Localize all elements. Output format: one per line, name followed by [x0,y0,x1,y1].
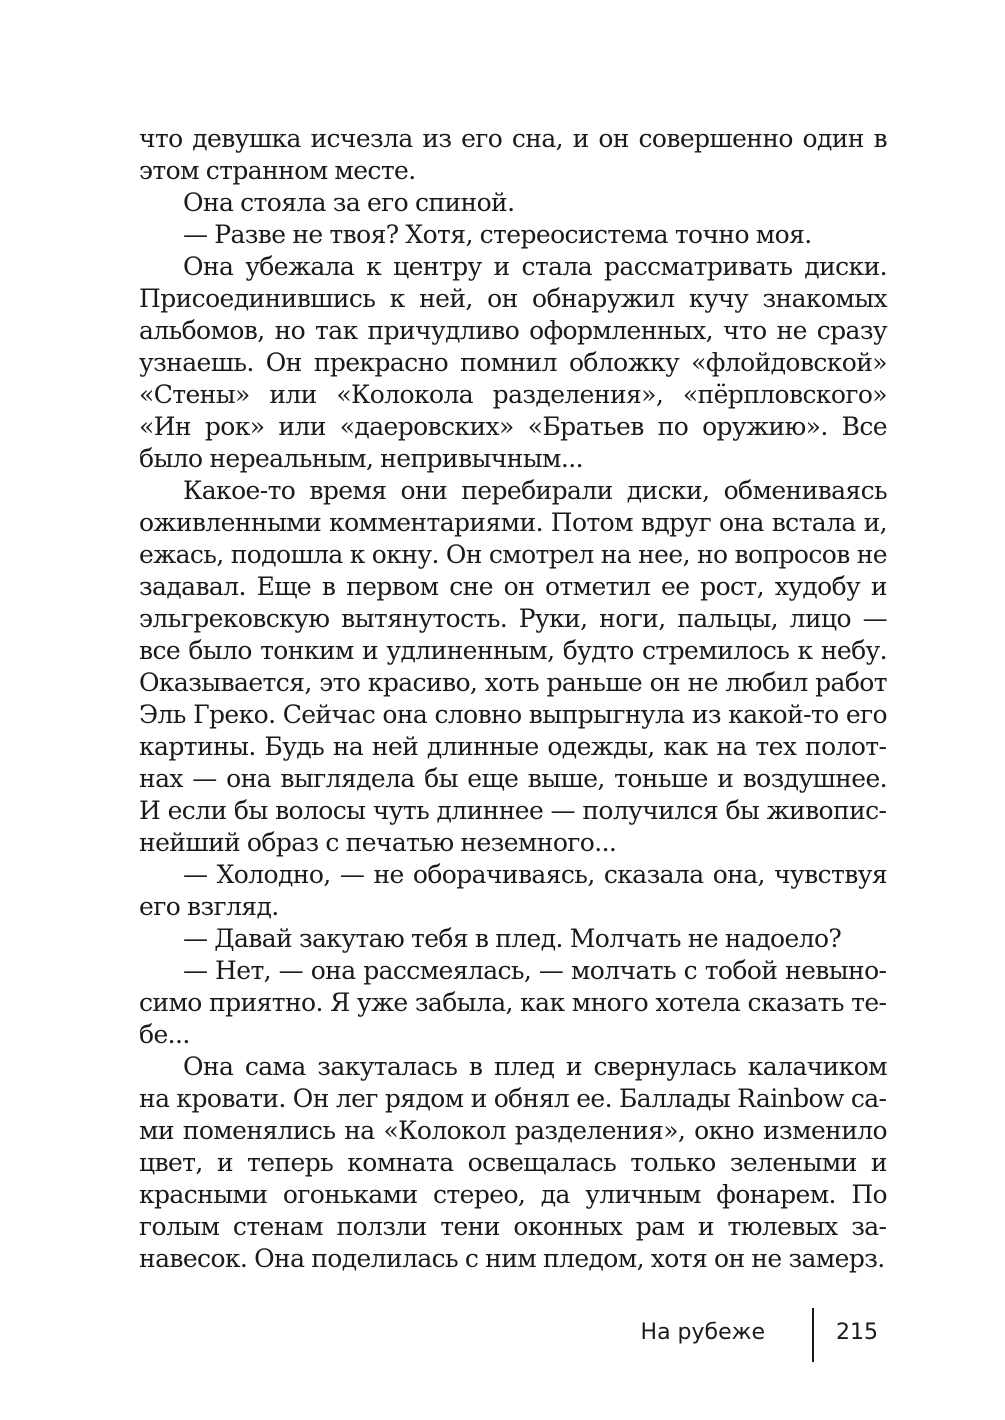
paragraph: Она стояла за его спиной. [183,188,515,217]
dialogue-line: — Давай закутаю тебя в плед. Молчать не надоело? [183,924,842,953]
paragraph: Она убежала к центру и стала рассматривать диски. Присоединившись к ней, он обнаружил кучу знакомых альбомов, но так причудливо оформленных, что не сразу узнаешь. Он прекрасно помнил обложку «флойдовской» «Стены» или «Колокола разделения», «пёрпловского» «Ин рок» или «даеровских» «Братьев по оружию». Все было нереальным, непривычным... [139,252,887,473]
running-title: На рубеже [640,1320,765,1345]
dialogue-line: — Холодно, — не оборачиваясь, сказала она, чувствуя его взгляд. [139,860,887,921]
footer-divider [812,1308,814,1362]
dialogue-line: — Разве не твоя? Хотя, стереосистема точно моя. [183,220,812,249]
paragraph: Она сама закуталась в плед и свернулась калачиком на кровати. Он лег рядом и обнял ее. Баллады Rainbow сами поменялись на «Колокол разделения», окно изменило цвет, и теперь комната освещалась только зелеными и красными огоньками стерео, да уличным фонарем. По голым стенам ползли тени оконных рам и тюлевых занавесок. Она поделилась с ним пледом, хотя он не замерз. [139,1052,887,1273]
body-text [139,123,887,1275]
dialogue-line: — Нет, — она рассмеялась, — молчать с тобой невыносимо приятно. Я уже забыла, как много хотела сказать тебе... [139,956,887,1049]
paragraph-continuation: что девушка исчезла из его сна, и он совершенно один в этом странном месте. [139,124,887,185]
page-footer [0,1308,1005,1364]
page-number: 215 [836,1320,878,1345]
paragraph: Какое-то время они перебирали диски, обмениваясь оживленными комментариями. Потом вдруг она встала и, ежась, подошла к окну. Он смотрел на нее, но вопросов не задавал. Еще в первом сне он отметил ее рост, худобу и эльгрековскую вытянутость. Руки, ноги, пальцы, лицо — все было тонким и удлиненным, будто стремилось к небу. Оказывается, это красиво, хоть раньше он не любил работ Эль Греко. Сейчас она словно выпрыгнула из какой-то его картины. Будь на ней длинные одежды, как на тех полотнах — она выглядела бы еще выше, тоньше и воздушнее. И если бы волосы чуть длиннее — получился бы живописнейший образ с печатью неземного... [139,476,887,857]
